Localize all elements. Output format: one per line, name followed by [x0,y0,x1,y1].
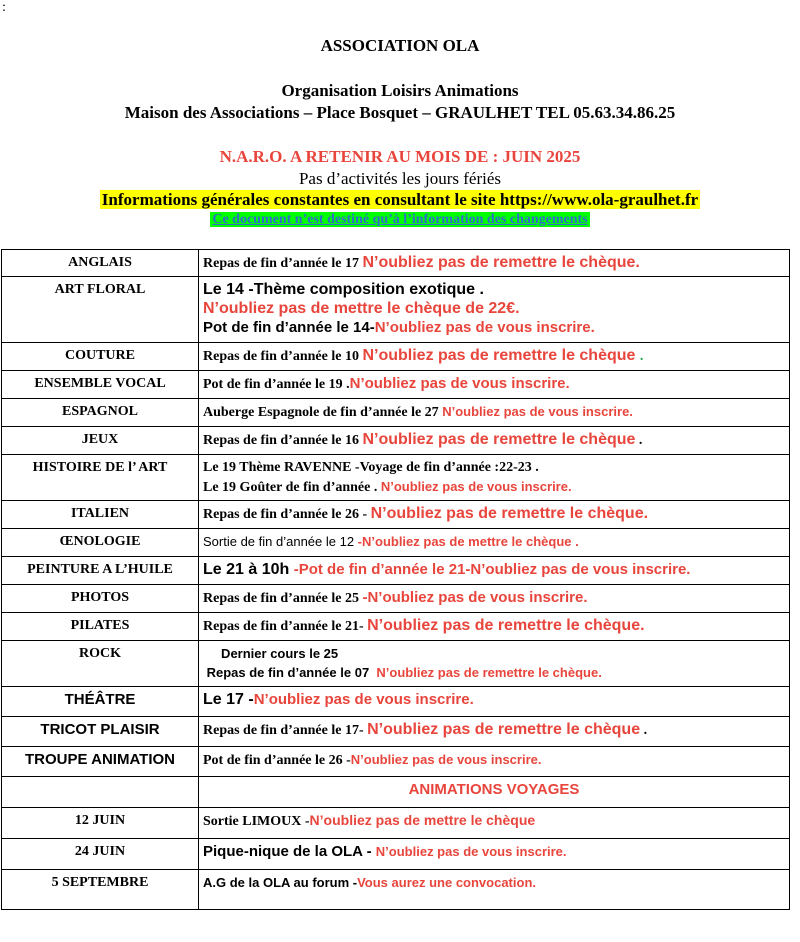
retenir-heading: N.A.R.O. A RETENIR AU MOIS DE : JUIN 2025 [219,147,581,166]
row-content: Le 21 à 10h -Pot de fin d’année le 21-N’oubliez pas de vous inscrire. [199,557,790,585]
notice-text[interactable]: Ce document n’est destiné qu’à l’information des changements [212,212,588,227]
table-row [2,687,790,717]
table-row [2,399,790,427]
row-label: 12 JUIN [2,808,199,839]
table-row [2,717,790,747]
holidays-note: Pas d’activités les jours fériés [298,169,502,188]
notice-banner [0,212,800,228]
table-row [2,870,790,910]
table-row [2,529,790,557]
row-content: Repas de fin d’année le 17- N’oubliez pas de remettre le chèque . [199,717,790,747]
row-content: Pot de fin d’année le 26 -N’oubliez pas de vous inscrire. [199,747,790,777]
row-label: PHOTOS [2,585,199,613]
row-label: ART FLORAL [2,277,199,343]
row-label-empty [2,777,199,808]
section-header-voyages: ANIMATIONS VOYAGES [199,777,790,808]
row-content: Sortie LIMOUX -N’oubliez pas de mettre le chèque [199,808,790,839]
table-row [2,613,790,641]
row-content: Pot de fin d’année le 19 .N’oubliez pas de vous inscrire. [199,371,790,399]
row-label: HISTOIRE DE l’ ART [2,455,199,501]
row-content: Le 14 -Thème composition exotique . N’oubliez pas de mettre le chèque de 22€. Pot de fin d’année le 14-N’oubliez pas de vous inscrire. [199,277,790,343]
row-label: ROCK [2,641,199,687]
row-label: ESPAGNOL [2,399,199,427]
page-title: ASSOCIATION OLA [320,36,480,55]
table-row [2,371,790,399]
row-content: Auberge Espagnole de fin d’année le 27 N’oubliez pas de vous inscrire. [199,399,790,427]
row-content: A.G de la OLA au forum -Vous aurez une convocation. [199,870,790,910]
table-row [2,777,790,808]
table-row [2,808,790,839]
table-row [2,277,790,343]
row-content: Repas de fin d’année le 16 N’oubliez pas de remettre le chèque . [199,427,790,455]
address-line: Maison des Associations – Place Bosquet – GRAULHET TEL 05.63.34.86.25 [124,103,676,122]
row-content: Sortie de fin d’année le 12 -N’oubliez pas de mettre le chèque . [199,529,790,557]
corner-mark: : [2,0,6,15]
row-label: PEINTURE A L’HUILE [2,557,199,585]
row-label: TRICOT PLAISIR [2,717,199,747]
row-content: Repas de fin d’année le 17 N’oubliez pas de remettre le chèque. [199,250,790,277]
subtitle: Organisation Loisirs Animations [281,81,519,100]
table-row [2,641,790,687]
table-row [2,343,790,371]
row-label: JEUX [2,427,199,455]
activities-table [1,249,790,910]
row-content: Le 17 -N’oubliez pas de vous inscrire. [199,687,790,717]
table-row [2,427,790,455]
table-row [2,455,790,501]
table-row [2,250,790,277]
table-row [2,557,790,585]
row-content: Dernier cours le 25 Repas de fin d’année le 07 N’oubliez pas de remettre le chèque. [199,641,790,687]
info-text[interactable]: Informations générales constantes en consultant le site https://www.ola-graulhet.fr [101,190,699,209]
row-label: ITALIEN [2,501,199,529]
row-label: COUTURE [2,343,199,371]
row-content: Repas de fin d’année le 10 N’oubliez pas de remettre le chèque . [199,343,790,371]
row-label: 5 SEPTEMBRE [2,870,199,910]
table-row [2,747,790,777]
row-content: Le 19 Thème RAVENNE -Voyage de fin d’année :22-23 . Le 19 Goûter de fin d’année . N’oubliez pas de vous inscrire. [199,455,790,501]
table-row [2,839,790,870]
row-content: Repas de fin d’année le 26 - N’oubliez pas de remettre le chèque. [199,501,790,529]
row-label: ANGLAIS [2,250,199,277]
row-label: ENSEMBLE VOCAL [2,371,199,399]
table-row [2,585,790,613]
row-label: THÉÂTRE [2,687,199,717]
row-label: ŒNOLOGIE [2,529,199,557]
info-banner [0,190,800,210]
row-label: 24 JUIN [2,839,199,870]
row-label: TROUPE ANIMATION [2,747,199,777]
row-content: Repas de fin d’année le 21- N’oubliez pas de remettre le chèque. [199,613,790,641]
row-content: Repas de fin d’année le 25 -N’oubliez pas de vous inscrire. [199,585,790,613]
row-content: Pique-nique de la OLA - N’oubliez pas de vous inscrire. [199,839,790,870]
table-row [2,501,790,529]
row-label: PILATES [2,613,199,641]
